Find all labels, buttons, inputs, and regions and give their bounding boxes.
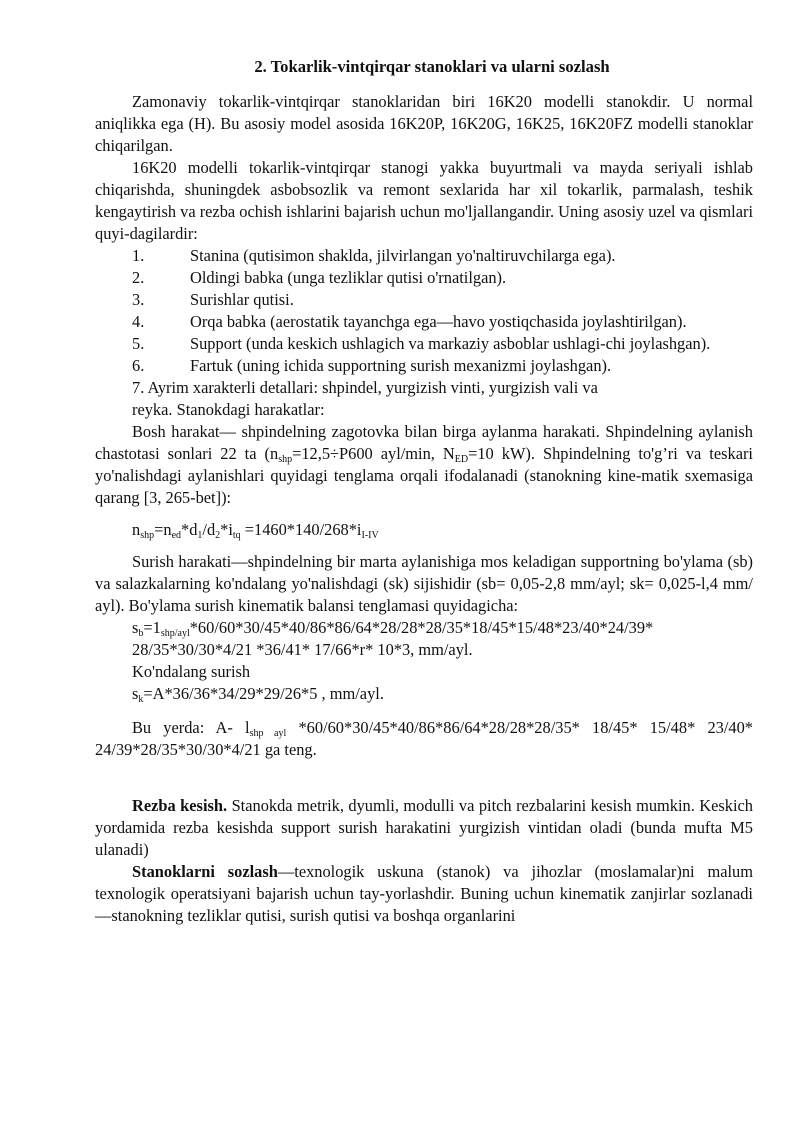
formula-run: *60/60*30/45*40/86*86/64*28/28*28/35*18/45*15/48*23/40*24/39* <box>189 618 654 637</box>
formula-run: =A*36/36*34/29*29/26*5 , mm/ayl. <box>143 684 384 703</box>
section-title: 2. Tokarlik-vintqirqar stanoklari va ularni sozlash <box>254 57 610 76</box>
list-item <box>95 333 753 355</box>
text-run: Bu yerda: A- l <box>132 718 250 737</box>
paragraph-machine-setup <box>95 861 753 927</box>
list-item <box>95 245 753 267</box>
paragraph-feed-motion: Surish harakati—shpindelning bir marta aylanishiga mos keladigan supportning bo'ylama (sb) va salazkalarning ko'ndalang yo'nalishdagi (sk) sijishidir (sb= 0,05-2,8 mm/ayl; sk= 0,025-l,4 mm/ ayl). Bo'ylama surish kinematik balansi tenglamasi quyidagicha: <box>95 552 753 615</box>
list-item <box>95 267 753 289</box>
cross-feed-label: Ko'ndalang surish <box>132 662 251 681</box>
list-item-text: Stanina (qutisimon shaklda, jilvirlangan yo'naltiruvchilarga ega). <box>190 246 616 265</box>
list-item-7-line-2: reyka. Stanokdagi harakatlar: <box>132 400 325 419</box>
subscript: ED <box>454 454 469 465</box>
list-item-number: 6. <box>132 356 145 375</box>
formula-run: /d <box>202 520 216 539</box>
formula-longitudinal-feed <box>95 617 753 639</box>
subscript: shp ayl <box>249 728 287 739</box>
formula-run: s <box>132 684 139 703</box>
formula-run: *i <box>220 520 233 539</box>
formula-run: n <box>132 520 141 539</box>
list-item-number: 4. <box>132 312 145 331</box>
subscript: shp <box>140 530 155 541</box>
formula-run: =1 <box>143 618 161 637</box>
list-item-text: Orqa babka (aerostatik tayanchga ega—havo yostiqchasida joylashtirilgan). <box>190 312 687 331</box>
list-item-number: 5. <box>132 334 145 353</box>
text-run: =10 kW). Shpindelning to'g’ri va teskari yo'nalishdagi aylanishlari quyidagi tenglama orqali ifodalanadi (stanokning kine-matik sxemasiga qarang [3, 265-bet]): <box>95 444 753 507</box>
list-item-text: Oldingi babka (unga tezliklar qutisi o'rnatilgan). <box>190 268 507 287</box>
paragraph-intro-1: Zamonaviy tokarlik-vintqirqar stanoklaridan biri 16K20 modelli stanokdir. U normal aniqlikka ega (H). Bu asosiy model asosida 16K20P, 16K20G, 16K25, 16K20FZ modelli stanoklar chiqarilgan. <box>95 92 753 155</box>
bold-term: Rezba kesish. <box>132 796 228 815</box>
formula-cross-feed <box>95 683 753 705</box>
list-item-number: 3. <box>132 290 145 309</box>
list-item-number: 2. <box>132 268 145 287</box>
subscript: ed <box>171 530 182 541</box>
subscript: I-IV <box>361 530 379 541</box>
list-item <box>95 289 753 311</box>
list-item-text: Support (unda keskich ushlagich va markaziy asboblar ushlagi-chi joylashgan). <box>190 334 711 353</box>
list-item <box>95 311 753 333</box>
paragraph-thread-cutting <box>95 795 753 861</box>
subscript: 2 <box>215 530 221 541</box>
formula-longitudinal-feed-line-2: 28/35*30/30*4/21 *36/41* 17/66*r* 10*3, mm/ayl. <box>132 640 473 659</box>
subscript: shp/ayl <box>160 628 190 639</box>
subscript: tq <box>232 530 241 541</box>
subscript: shp <box>278 454 293 465</box>
formula-run: =n <box>154 520 172 539</box>
subscript: 1 <box>197 530 203 541</box>
text-run: —texnologik uskuna (stanok) va jihozlar (moslamalar)ni malum texnologik operatsiyani bajarish uchun tay-yorlashdir. Buning uchun kinematik zanjirlar sozlanadi—stanokning tezliklar qutisi, surish qutisi va boshqa organlarini <box>95 862 753 925</box>
paragraph-intro-2: 16K20 modelli tokarlik-vintqirqar stanogi yakka buyurtmali va mayda seriyali ishlab chiqarishda, shuningdek asbobsozlik va remont sexlarida har xil tokarlik, parmalash, teshik kengaytirish va rezba ochish ishlarini bajarish uchun mo'ljallangandir. Uning asosiy uzel va qismlari quyi-dagilardir: <box>95 158 753 243</box>
text-run: =12,5÷P600 ayl/min, N <box>292 444 455 463</box>
paragraph-where <box>95 717 753 761</box>
list-item <box>95 355 753 377</box>
text-run: Stanokda metrik, dyumli, modulli va pitch rezbalarini kesish mumkin. Keskich yordamida rezba kesishda support surish harakatini yurgizish vintidan oladi (bunda mufta M5 ulanadi) <box>95 796 753 859</box>
formula-spindle-speed <box>95 519 753 541</box>
text-run: *60/60*30/45*40/86*86/64*28/28*28/35* 18/45* 15/48* 23/40* 24/39*28/35*30/30*4/21 ga teng. <box>95 718 753 759</box>
formula-run: =1460*140/268*i <box>240 520 362 539</box>
bold-term: Stanoklarni sozlash <box>132 862 278 881</box>
subscript: b <box>138 628 144 639</box>
paragraph-main-motion <box>95 421 753 509</box>
list-item-text: Surishlar qutisi. <box>190 290 294 309</box>
subscript: k <box>138 694 144 705</box>
formula-run: *d <box>181 520 198 539</box>
list-item-7-line-1: 7. Ayrim xarakterli detallari: shpindel, yurgizish vinti, yurgizish vali va <box>132 378 598 397</box>
list-item-text: Fartuk (uning ichida supportning surish mexanizmi joylashgan). <box>190 356 612 375</box>
list-item-number: 1. <box>132 246 145 265</box>
document-page <box>95 56 753 927</box>
formula-run: s <box>132 618 139 637</box>
text-run: Bosh harakat— shpindelning zagotovka bilan birga aylanma harakati. Shpindelning aylanish chastotasi sonlari 22 ta (n <box>95 422 753 463</box>
